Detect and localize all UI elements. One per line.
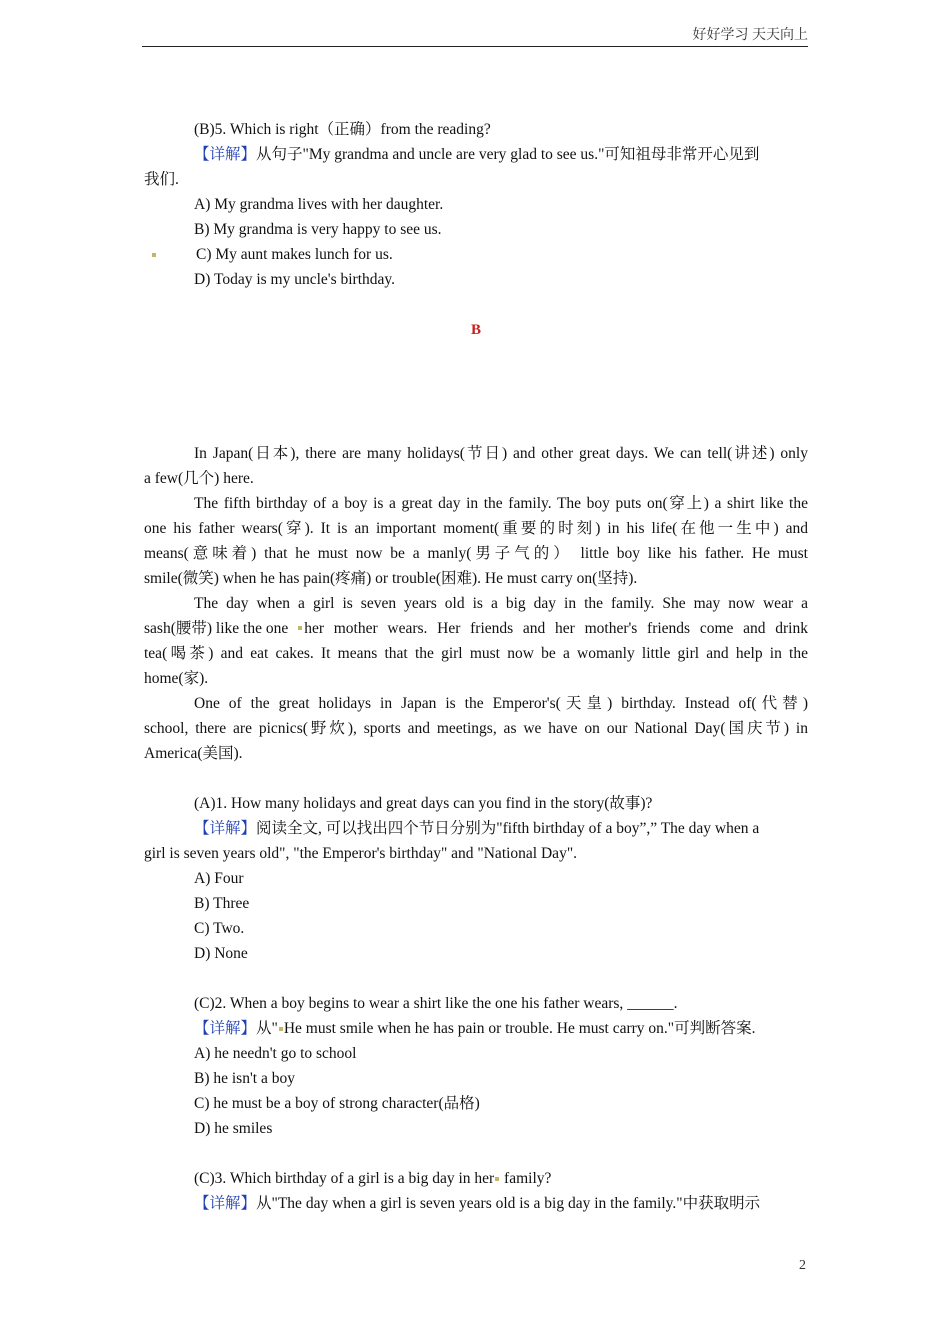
passage-line: America(美国).: [144, 745, 243, 762]
document-body: [144, 117, 808, 1216]
passage-line: means(意味着) that he must now be a manly(男子气的） little boy like his father. He must: [144, 545, 808, 562]
q5-option-c: C) My aunt makes lunch for us.: [196, 246, 393, 263]
q2-explain-tag: 【详解】: [194, 1020, 257, 1037]
q5-explanation: [144, 142, 808, 167]
scan-dot-icon: [279, 1027, 283, 1031]
q1-explain-tag: 【详解】: [194, 820, 257, 837]
q5-option-d: D) Today is my uncle's birthday.: [194, 271, 396, 288]
scan-dot-icon: [152, 253, 156, 257]
q1-option-d: D) None: [194, 945, 248, 962]
passage-fragment: her mother wears. Her friends and her mother's friends come and drink: [304, 620, 808, 637]
page-header: [142, 22, 808, 47]
header-text: 好好学习 天天向上: [692, 28, 808, 43]
q5-option-c-row: [144, 242, 808, 267]
q5-explain-text: 从句子"My grandma and uncle are very glad to see us."可知祖母非常开心见到: [256, 146, 760, 163]
passage-line: The fifth birthday of a boy is a great day in the family. The boy puts on(穿上) a shirt like the: [194, 495, 808, 512]
passage-line: one his father wears(穿). It is an important moment(重要的时刻) in his life(在他一生中) and: [144, 520, 808, 537]
passage-line: tea(喝茶) and eat cakes. It means that the girl must now be a womanly little girl and help in the: [144, 645, 808, 662]
q2-option-d: D) he smiles: [194, 1120, 273, 1137]
q2-option-c: C) he must be a boy of strong character(品格): [194, 1095, 480, 1112]
q1-question: (A)1. How many holidays and great days can you find in the story(故事)?: [194, 795, 653, 812]
passage-line: a few(几个) here.: [144, 470, 254, 487]
scan-dot-icon: [495, 1177, 499, 1181]
passage-line: home(家).: [144, 670, 209, 687]
q1-explain-text: 阅读全文, 可以找出四个节日分别为"fifth birthday of a boy”,” The day when a: [256, 820, 760, 837]
q3-question: [144, 1166, 808, 1191]
q3-explanation: [144, 1191, 808, 1216]
q5-explain-tag: 【详解】: [194, 146, 257, 163]
q1-option-a: A) Four: [194, 870, 244, 887]
q1-option-b: B) Three: [194, 895, 250, 912]
passage-line: school, there are picnics(野炊), sports and meetings, as we have on our National Day(国庆节) in: [144, 720, 808, 737]
q1-option-c: C) Two.: [194, 920, 245, 937]
q1-explanation: [144, 816, 808, 841]
passage-fragment: sash(腰带) like the one: [144, 620, 289, 637]
q2-option-a: A) he needn't go to school: [194, 1045, 357, 1062]
q2-option-b: B) he isn't a boy: [194, 1070, 295, 1087]
passage-line: One of the great holidays in Japan is the Emperor's(天皇) birthday. Instead of(代替): [194, 695, 808, 712]
q5-question: (B)5. Which is right（正确）from the reading?: [194, 121, 491, 138]
q1-explanation-cont: girl is seven years old", "the Emperor's birthday" and "National Day".: [144, 845, 578, 862]
q3-explain-tag: 【详解】: [194, 1195, 257, 1212]
q3-question-part2: family?: [500, 1170, 552, 1187]
q2-explain-pre: 从": [256, 1020, 278, 1037]
passage-line-split: [144, 616, 808, 641]
section-b-title: B: [470, 322, 481, 338]
q5-option-a: A) My grandma lives with her daughter.: [194, 196, 444, 213]
page-number: 2: [799, 1258, 806, 1273]
q3-question-part1: (C)3. Which birthday of a girl is a big day in her: [194, 1170, 495, 1187]
scan-dot-icon: [298, 626, 302, 630]
passage-line: In Japan(日本), there are many holidays(节日) and other great days. We can tell(讲述) only: [194, 445, 808, 462]
passage-line: smile(微笑) when he has pain(疼痛) or trouble(困难). He must carry on(坚持).: [144, 570, 638, 587]
passage-line: The day when a girl is seven years old is a big day in the family. She may now wear a: [194, 595, 808, 612]
q3-explain-text: 从"The day when a girl is seven years old is a big day in the family."中获取明示: [256, 1195, 761, 1212]
q5-option-b: B) My grandma is very happy to see us.: [194, 221, 442, 238]
q2-explain-text: He must smile when he has pain or trouble. He must carry on."可判断答案.: [283, 1020, 756, 1037]
q2-question: (C)2. When a boy begins to wear a shirt like the one his father wears, ______.: [194, 995, 678, 1012]
q2-explanation: [144, 1016, 808, 1041]
q5-explanation-cont: 我们.: [144, 171, 179, 188]
